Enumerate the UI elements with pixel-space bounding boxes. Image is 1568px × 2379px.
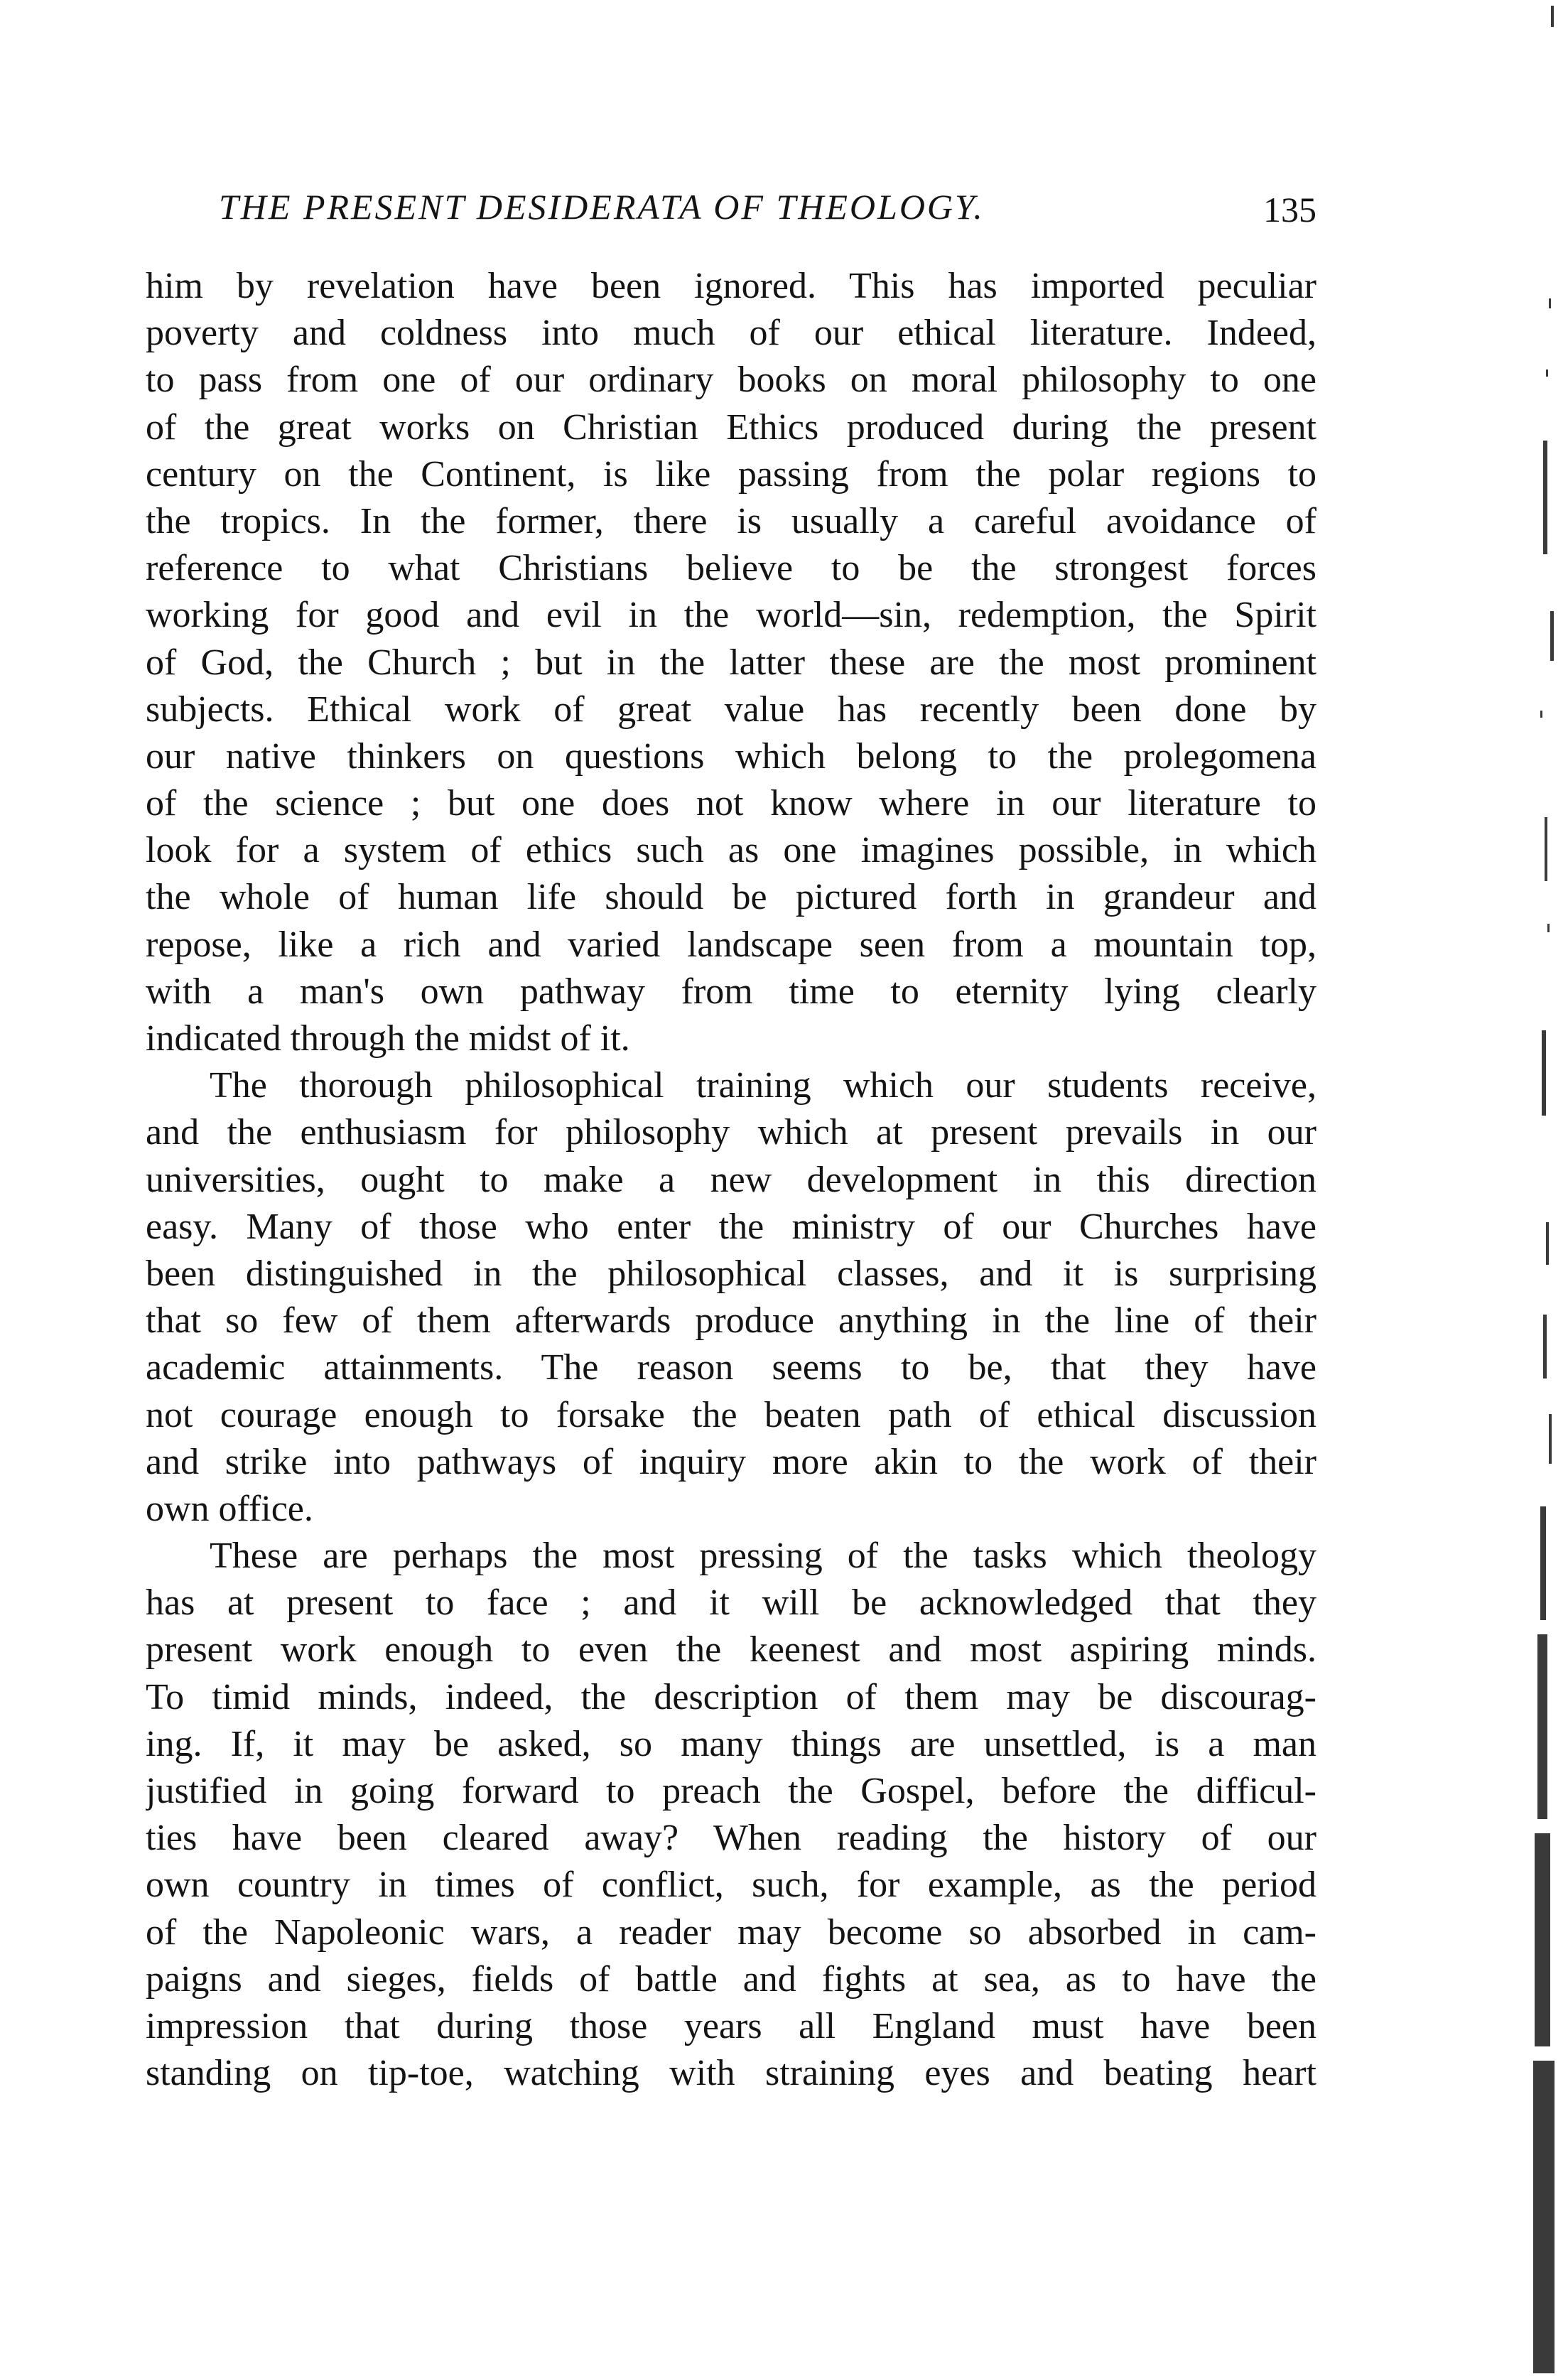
text-line: of the Napoleonic wars, a reader may become so absorbed in cam-	[146, 1911, 1316, 1953]
text-line: the whole of human life should be pictured forth in grandeur and	[146, 877, 1316, 918]
text-line: present work enough to even the keenest and most aspiring minds.	[146, 1629, 1316, 1671]
paragraph-2	[146, 1062, 1316, 1533]
text-line: of God, the Church ; but in the latter these are the most prominent	[146, 642, 1316, 683]
text-line: These are perhaps the most pressing of the tasks which theology	[210, 1536, 1316, 1577]
text-line: and strike into pathways of inquiry more akin to the work of their	[146, 1441, 1316, 1482]
page-number: 135	[1263, 190, 1316, 230]
body-text	[146, 263, 1316, 2097]
text-line: justified in going forward to preach the Gospel, before the difficul-	[146, 1771, 1316, 1811]
scan-edge-noise	[1528, 0, 1568, 2379]
text-line: our native thinkers on questions which belong to the prolegomena	[146, 735, 1316, 777]
text-line: standing on tip-toe, watching with straining eyes and beating heart	[146, 2053, 1316, 2094]
text-line: universities, ought to make a new development in this direction	[146, 1159, 1316, 1200]
text-line: the tropics. In the former, there is usually a careful avoidance of	[146, 500, 1316, 541]
text-line: him by revelation have been ignored. This has imported peculiar	[146, 266, 1316, 306]
text-line: to pass from one of our ordinary books on moral philosophy to one	[146, 360, 1316, 401]
paragraph-1	[146, 263, 1316, 1062]
text-line: with a man's own pathway from time to eternity lying clearly	[146, 971, 1316, 1012]
text-line: working for good and evil in the world—sin, redemption, the Spirit	[146, 595, 1316, 636]
text-line: The thorough philosophical training which our students receive,	[210, 1065, 1316, 1106]
text-line: poverty and coldness into much of our ethical literature. Indeed,	[146, 313, 1316, 354]
text-line: ties have been cleared away? When reading the history of our	[146, 1818, 1316, 1859]
text-line: impression that during those years all England must have been	[146, 2005, 1316, 2046]
running-title: THE PRESENT DESIDERATA OF THEOLOGY.	[219, 187, 985, 227]
text-line: indicated through the midst of it.	[146, 1018, 630, 1059]
text-line: of the great works on Christian Ethics produced during the present	[146, 406, 1316, 448]
text-line: own country in times of conflict, such, for example, as the period	[146, 1865, 1316, 1906]
text-line: academic attainments. The reason seems to be, that they have	[146, 1347, 1316, 1388]
text-line: century on the Continent, is like passing from the polar regions to	[146, 453, 1316, 495]
text-line: and the enthusiasm for philosophy which at present prevails in our	[146, 1112, 1316, 1153]
running-head	[219, 186, 1316, 243]
text-line: not courage enough to forsake the beaten path of ethical discussion	[146, 1394, 1316, 1435]
text-line: easy. Many of those who enter the ministry of our Churches have	[146, 1206, 1316, 1247]
text-line: To timid minds, indeed, the description of them may be discourag-	[146, 1676, 1316, 1717]
text-line: has at present to face ; and it will be acknowledged that they	[146, 1582, 1316, 1624]
text-line: own office.	[146, 1488, 313, 1529]
paragraph-3	[146, 1533, 1316, 2097]
text-line: repose, like a rich and varied landscape seen from a mountain top,	[146, 924, 1316, 965]
text-line: that so few of them afterwards produce anything in the line of their	[146, 1300, 1316, 1342]
text-line: reference to what Christians believe to be the strongest forces	[146, 548, 1316, 589]
text-line: look for a system of ethics such as one imagines possible, in which	[146, 830, 1316, 871]
text-line: ing. If, it may be asked, so many things are unsettled, is a man	[146, 1723, 1316, 1764]
text-line: subjects. Ethical work of great value has recently been done by	[146, 689, 1316, 730]
text-line: of the science ; but one does not know where in our literature to	[146, 783, 1316, 824]
text-line: paigns and sieges, fields of battle and fights at sea, as to have the	[146, 1958, 1316, 2000]
text-line: been distinguished in the philosophical classes, and it is surprising	[146, 1253, 1316, 1294]
